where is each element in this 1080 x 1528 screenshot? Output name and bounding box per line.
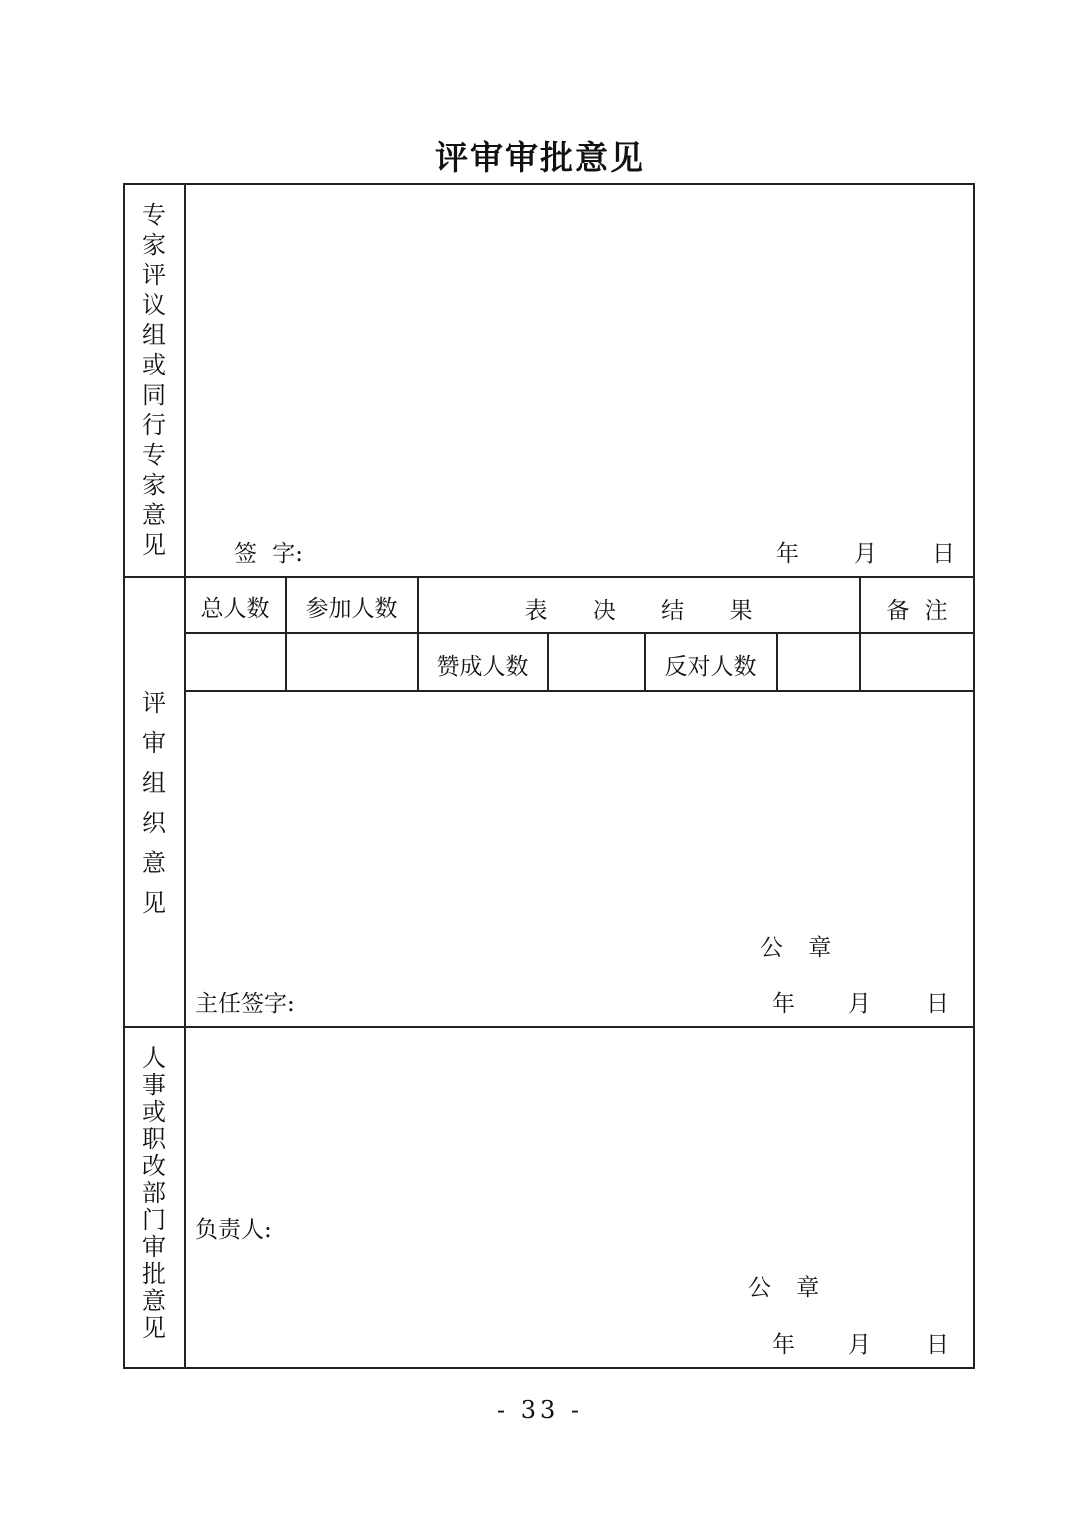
vote-result-header: 表 决 结 果 [524,598,753,624]
oppose-count-label: 反对人数 [664,654,757,680]
vote-col-line-5 [776,633,778,691]
remarks-header: 备 注 [886,598,948,624]
label-column-divider [184,184,186,1368]
hr-dept-opinion-label: 人 事 或 职 改 部 门 审 批 意 见 [142,1044,166,1342]
review-org-opinion-label: 评 审 组 织 意 见 [142,689,166,917]
total-count-header: 总人数 [200,596,270,622]
approve-count-label: 赞成人数 [436,654,529,680]
expert-sign-label: 签 字: [234,541,304,567]
date-month: 月 [848,991,871,1017]
vote-table-bottom-line [185,690,974,692]
responsible-person-label: 负责人: [195,1217,272,1243]
director-sign-label: 主任签字: [195,991,295,1017]
date-month: 月 [848,1332,871,1358]
date-year: 年 [772,991,795,1017]
date-year: 年 [772,1332,795,1358]
date-year: 年 [776,541,799,567]
participants-header: 参加人数 [305,596,398,622]
official-seal-label: 公 章 [748,1275,820,1301]
date-day: 日 [926,991,949,1017]
date-day: 日 [932,541,955,567]
official-seal-label: 公 章 [760,935,832,961]
section-divider-2 [124,1026,974,1028]
page-title: 评审审批意见 [435,138,645,177]
vote-table-mid-line [185,632,974,634]
page-number: - 33 - [496,1396,583,1424]
date-day: 日 [926,1332,949,1358]
section-divider-1 [124,576,974,578]
approval-form-table [123,183,975,1369]
expert-opinion-label: 专 家 评 议 组 或 同 行 专 家 意 见 [142,201,166,559]
date-month: 月 [854,541,877,567]
vote-col-line-3 [547,633,549,691]
